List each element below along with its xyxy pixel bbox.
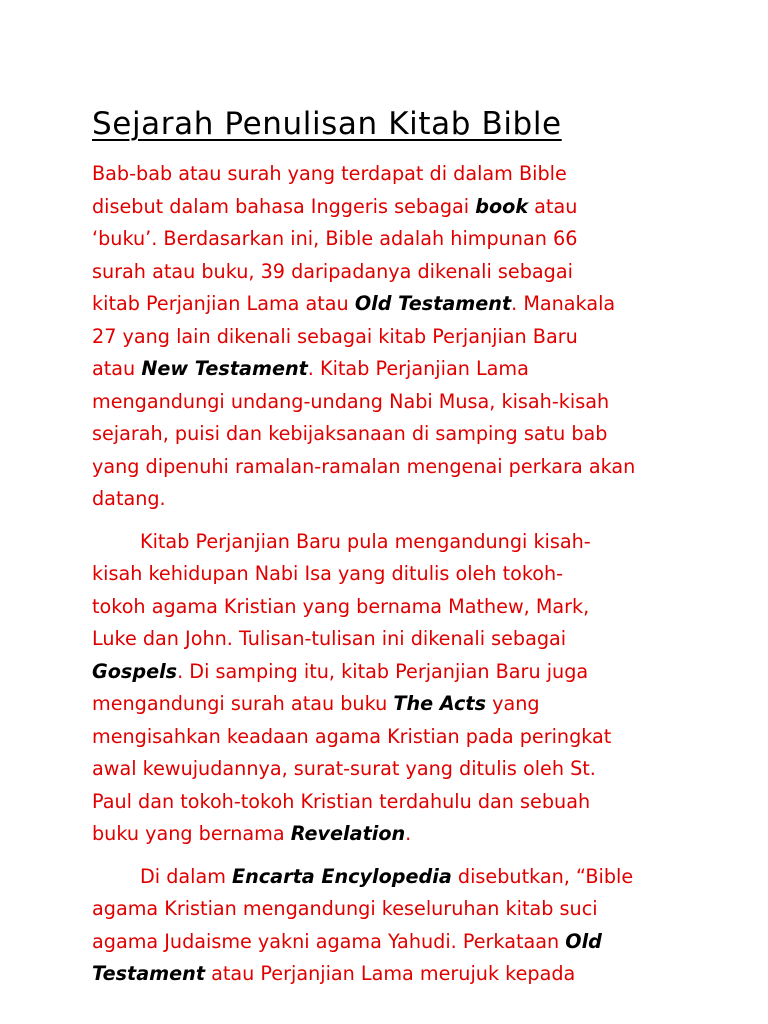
p1-line-6: 27 yang lain dikenali sebagai kitab Perjanjian Baru — [92, 324, 578, 348]
document-page — [92, 100, 692, 991]
term-gospels: Gospels — [92, 659, 178, 683]
term-old-testament: Old Testament — [354, 292, 512, 315]
p2-line-4: Luke dan John. Tulisan-tulisan ini dikenali sebagai — [92, 627, 567, 650]
term-book: book — [475, 194, 529, 218]
p3-line-4-tail: atau Perjanjian Lama merujuk kepada — [205, 962, 576, 985]
p1-line-2-tail: atau — [528, 194, 578, 218]
term-encarta-encyclopedia: Encarta Encylopedia — [232, 864, 452, 888]
paragraph-2 — [92, 526, 692, 851]
p3-line-1-tail: disebutkan, “Bible — [451, 864, 634, 888]
p1-line-9: sejarah, puisi dan kebijaksanaan di samping satu bab — [92, 422, 608, 445]
p2-line-6-tail: yang — [486, 692, 540, 715]
p1-line-3: ‘buku’. Berdasarkan ini, Bible adalah himpunan 66 — [92, 227, 578, 250]
p3-line-2: agama Kristian mengandungi keseluruhan kitab suci — [92, 897, 598, 920]
paragraph-3 — [92, 861, 692, 991]
p1-line-2 — [92, 191, 692, 224]
p1-line-7-tail: . Kitab Perjanjian Lama — [307, 357, 529, 380]
p3-line-4 — [92, 958, 692, 991]
p1-line-5-text: kitab Perjanjian Lama atau — [92, 292, 355, 315]
term-testament: Testament — [92, 962, 206, 985]
p1-line-1: Bab-bab atau surah yang terdapat di dalam Bible — [92, 162, 567, 185]
p3-line-3-text: agama Judaisme yakni agama Yahudi. Perkataan — [92, 929, 566, 953]
p1-line-5-tail: . Manakala — [511, 292, 616, 315]
document-title: Sejarah Penulisan Kitab Bible — [92, 106, 562, 142]
p2-line-8: awal kewujudannya, surat-surat yang ditulis oleh St. — [92, 757, 596, 780]
paragraph-1 — [92, 158, 692, 516]
p3-line-1-text: Di dalam — [140, 864, 233, 888]
p2-line-3: tokoh agama Kristian yang bernama Mathew, Mark, — [92, 594, 590, 618]
p1-line-2-text: disebut dalam bahasa Inggeris sebagai — [92, 194, 476, 218]
term-revelation: Revelation — [290, 822, 406, 845]
p2-line-6-text: mengandungi surah atau buku — [92, 692, 394, 715]
p1-line-7-text: atau — [92, 357, 142, 380]
term-the-acts: The Acts — [393, 692, 487, 715]
p2-line-5 — [92, 656, 692, 689]
term-old: Old — [565, 929, 602, 953]
p2-line-10 — [92, 818, 692, 851]
p2-line-1: Kitab Perjanjian Baru pula mengandungi kisah- — [140, 529, 591, 553]
p3-line-3 — [92, 926, 692, 959]
p2-line-5-tail: . Di samping itu, kitab Perjanjian Baru juga — [177, 659, 589, 683]
p1-line-7 — [92, 353, 692, 386]
term-new-testament: New Testament — [141, 357, 308, 380]
p1-line-4: surah atau buku, 39 daripadanya dikenali sebagai — [92, 259, 573, 283]
p2-line-10-tail: . — [405, 822, 412, 845]
p2-line-6 — [92, 688, 692, 721]
p1-line-10: yang dipenuhi ramalan-ramalan mengenai perkara akan — [92, 454, 636, 478]
p1-line-8: mengandungi undang-undang Nabi Musa, kisah-kisah — [92, 389, 610, 413]
p2-line-9: Paul dan tokoh-tokoh Kristian terdahulu dan sebuah — [92, 789, 591, 813]
p2-line-2: kisah kehidupan Nabi Isa yang ditulis oleh tokoh- — [92, 562, 564, 585]
p1-line-5 — [92, 288, 692, 321]
p2-line-7: mengisahkan keadaan agama Kristian pada peringkat — [92, 724, 612, 748]
p3-line-1 — [92, 861, 692, 894]
p2-line-10-text: buku yang bernama — [92, 822, 291, 845]
p1-line-11: datang. — [92, 487, 166, 510]
